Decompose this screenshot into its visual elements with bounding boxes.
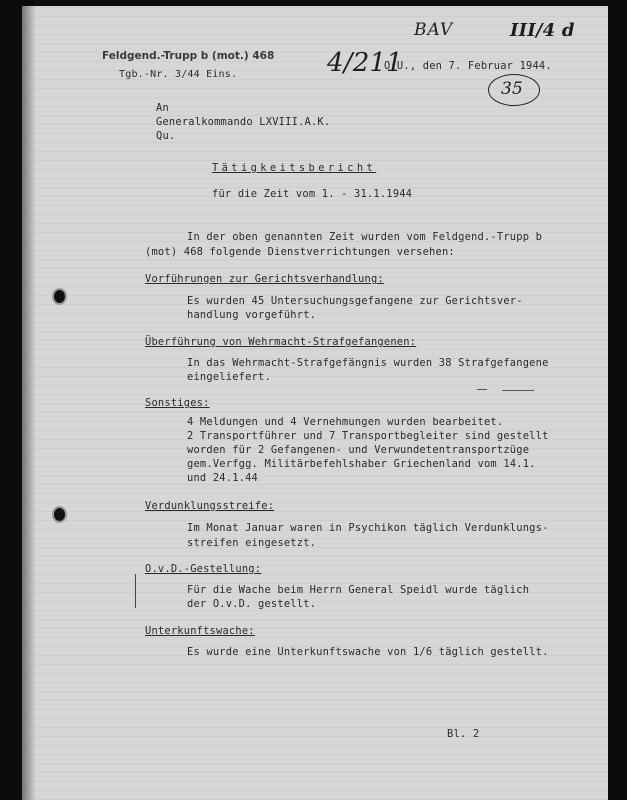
stray-mark [477, 389, 487, 390]
section-line: In das Wehrmacht-Strafgefängnis wurden 38 Strafgefangene [187, 357, 549, 369]
section-line: streifen eingesetzt. [187, 537, 317, 549]
section-line: Es wurde eine Unterkunftswache von 1/6 täglich gestellt. [187, 646, 549, 658]
section-heading: Unterkunftswache: [145, 625, 255, 637]
circled-number: 35 [501, 79, 524, 99]
section-line: worden für 2 Gefangenen- und Verwundetentransportzüge [187, 444, 530, 456]
section-line: Im Monat Januar waren in Psychikon täglich Verdunklungs- [187, 522, 549, 534]
section-line: Für die Wache beim Herrn General Speidl wurde täglich [187, 584, 530, 596]
punch-hole [54, 508, 65, 521]
section-line: eingeliefert. [187, 371, 271, 383]
section-heading: Vorführungen zur Gerichtsverhandlung: [145, 273, 384, 285]
document-page [22, 6, 608, 800]
section-line: Es wurden 45 Untersuchungsgefangene zur Gerichtsver- [187, 295, 523, 307]
section-line: handlung vorgeführt. [187, 309, 317, 321]
section-line: und 24.1.44 [187, 472, 259, 484]
page-edge-shadow [22, 6, 36, 800]
section-heading: Sonstiges: [145, 397, 210, 409]
section-line: der O.v.D. gestellt. [187, 598, 317, 610]
intro-line-2: (mot) 468 folgende Dienstverrichtungen versehen: [145, 246, 455, 258]
address-line-1: An [156, 102, 169, 114]
report-period: für die Zeit vom 1. - 31.1.1944 [212, 188, 413, 200]
punch-hole [54, 290, 65, 303]
section-heading: O.v.D.-Gestellung: [145, 563, 262, 575]
address-line-3: Qu. [156, 130, 176, 142]
margin-line-mark [135, 574, 136, 608]
place-date: O.U., den 7. Februar 1944. [384, 60, 552, 72]
unit-stamp: Feldgend.-Trupp b (mot.) 468 [102, 50, 275, 62]
section-heading: Überführung von Wehrmacht-Strafgefangenen: [145, 336, 417, 348]
intro-line-1: In der oben genannten Zeit wurden vom Feldgend.-Trupp b [187, 231, 543, 243]
archive-code-handwriting: BAV [414, 20, 454, 40]
margin-number-handwriting: 4/211 [327, 48, 403, 78]
section-line: gem.Verfgg. Militärbefehlshaber Griechenland vom 14.1. [187, 458, 536, 470]
section-heading: Verdunklungsstreife: [145, 500, 275, 512]
section-line: 2 Transportführer und 7 Transportbegleiter sind gestellt [187, 430, 549, 442]
stray-mark [502, 390, 534, 391]
reference-number: Tgb.-Nr. 3/44 Eins. [119, 69, 238, 80]
section-line: 4 Meldungen und 4 Vernehmungen wurden bearbeitet. [187, 416, 504, 428]
address-line-2: Generalkommando LXVIII.A.K. [156, 116, 331, 128]
archive-ref-handwriting: III/4 d [510, 20, 575, 41]
document-title: Tätigkeitsbericht [212, 162, 377, 174]
page-reference: Bl. 2 [447, 728, 480, 740]
